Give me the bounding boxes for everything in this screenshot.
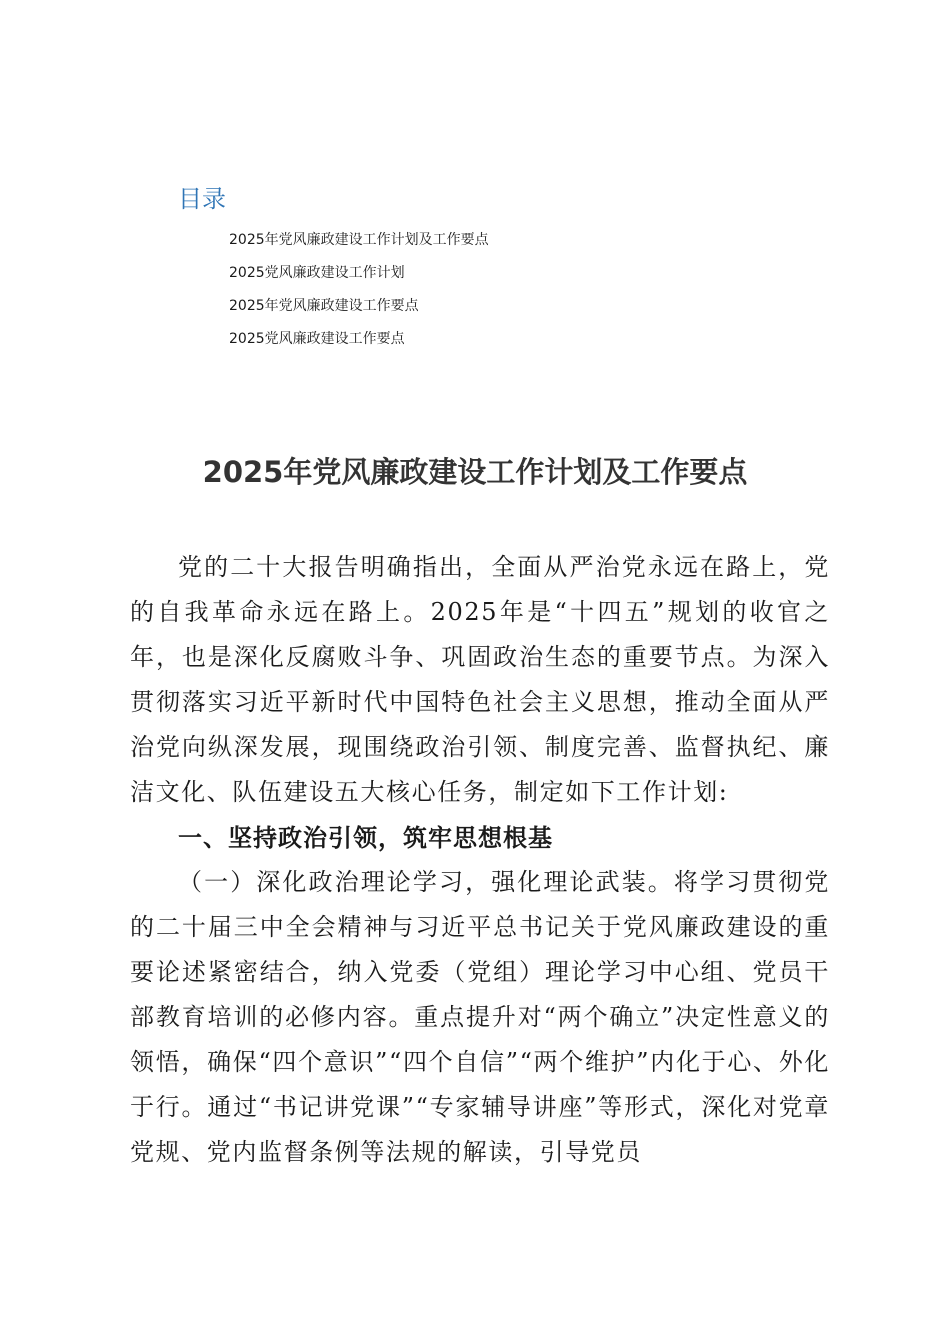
section-heading: 一、坚持政治引领，筑牢思想根基 [178,823,553,852]
intro-paragraph: 党的二十大报告明确指出，全面从严治党永远在路上，党的自我革命永远在路上。2025年是“十四五”规划的收官之年，也是深化反腐败斗争、巩固政治生态的重要节点。为深入贯彻落实习近平新时代中国特色社会主义思想，推动全面从严治党向纵深发展，现围绕政治引领、制度完善、监督执纪、廉洁文化、队伍建设五大核心任务，制定如下工作计划: [130,553,830,806]
section-paragraph: （一）深化政治理论学习，强化理论武装。将学习贯彻党的二十届三中全会精神与习近平总书记关于党风廉政建设的重要论述紧密结合，纳入党委（党组）理论学习中心组、党员干部教育培训的必修内容。重点提升对“两个确立”决定性意义的领悟，确保“四个意识”“四个自信”“两个维护”内化于心、外化于行。通过“书记讲党课”“专家辅导讲座”等形式，深化对党章党规、党内监督条例等法规的解读，引导党员 [130,868,830,1166]
toc-item[interactable]: 2025年党风廉政建设工作要点 [229,298,419,314]
document-body [130,545,830,1175]
toc-title: 目录 [178,185,226,213]
toc-item[interactable]: 2025党风廉政建设工作计划 [229,265,405,281]
toc-item[interactable]: 2025党风廉政建设工作要点 [229,331,405,347]
toc-item[interactable]: 2025年党风廉政建设工作计划及工作要点 [229,232,489,248]
document-title: 2025年党风廉政建设工作计划及工作要点 [202,455,748,489]
table-of-contents [229,224,489,356]
